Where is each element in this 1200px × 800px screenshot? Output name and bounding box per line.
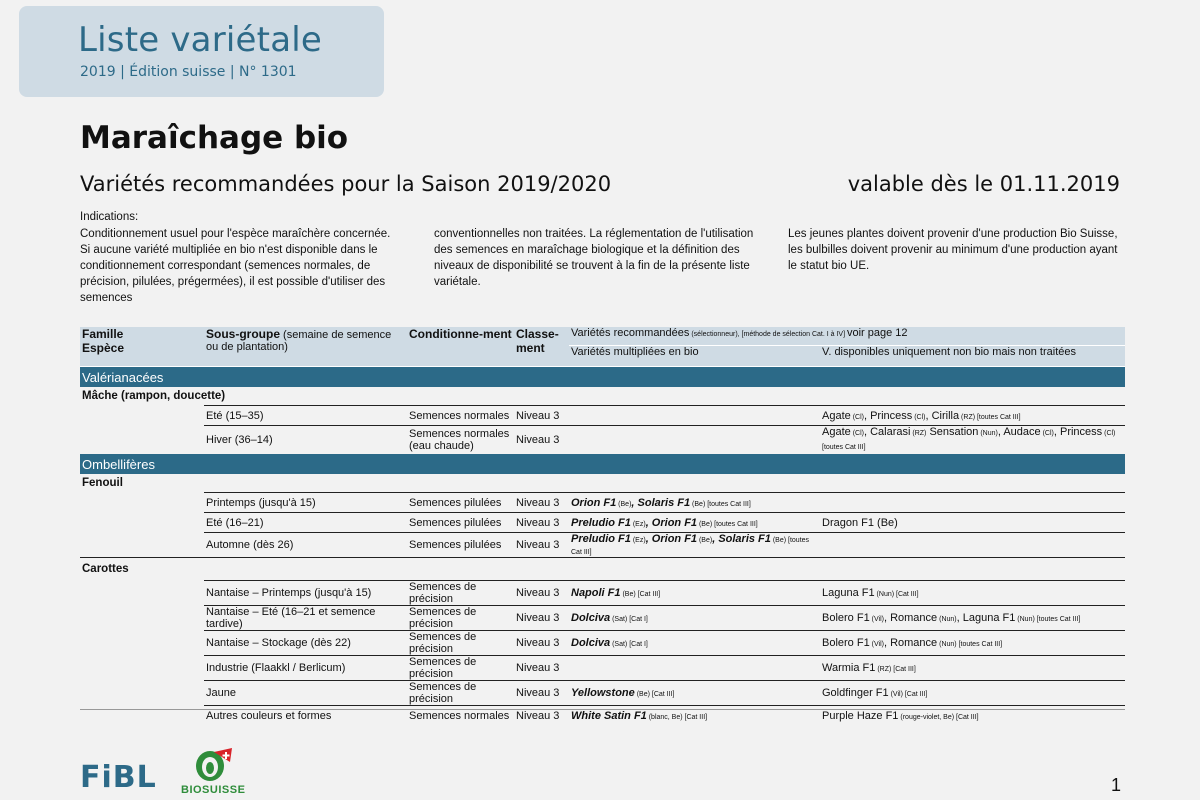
document-edition: 2019 | Édition suisse | N° 1301: [80, 64, 297, 80]
valid-date: valable dès le 01.11.2019: [847, 172, 1120, 196]
header-bio: Variétés multipliées en bio: [569, 346, 820, 367]
page-subtitle: Variétés recommandées pour la Saison 2019/2020: [80, 172, 612, 196]
section-row: Valérianacées: [80, 367, 1125, 388]
table-row: Nantaise – Stockage (dès 22) Semences de précision Niveau 3 Dolciva (Sat) [Cat I] Bolero F1 (Vil), Romance (Nun) [toutes Cat III]: [80, 631, 1125, 656]
title-box: [19, 6, 384, 97]
header-classement: Classe-ment: [514, 327, 569, 367]
species-row: Carottes: [80, 558, 1125, 581]
table-row: Industrie (Flaakkl / Berlicum) Semences de précision Niveau 3 Warmia F1 (RZ) [Cat III]: [80, 656, 1125, 681]
document-title: Liste variétale: [78, 20, 322, 60]
indications-col1: Conditionnement usuel pour l'espèce maraîchère concernée. Si aucune variété multipliée en bio n'est disponible dans le conditionnement correspondant (semences normales, de précision, pilulées, prégermées), il est possible d'utiliser des semences: [80, 228, 391, 304]
indications-col2: conventionnelles non traitées. La réglementation de l'utilisation des semences en maraîchage biologique et la définition des niveaux de disponibilité se trouvent à la fin de la présente liste variétale.: [434, 228, 754, 288]
species-row: Mâche (rampon, doucette): [82, 390, 226, 402]
header-varietes: Variétés recommandées (sélectionneur), [méthode de sélection Cat. I à IV] voir page 12: [569, 327, 1125, 346]
table-row: Jaune Semences de précision Niveau 3 Yellowstone (Be) [Cat III] Goldfinger F1 (Vil) [Cat III]: [80, 681, 1125, 706]
page-title: Maraîchage bio: [80, 120, 349, 156]
table-row: Automne (dès 26) Semences pilulées Niveau 3 Preludio F1 (Ez), Orion F1 (Be), Solaris F1 (Be) [toutes Cat III]: [80, 533, 1125, 558]
section-row: Ombellifères: [80, 454, 1125, 474]
table-row: Eté (16–21) Semences pilulées Niveau 3 Preludio F1 (Ez), Orion F1 (Be) [toutes Cat III] Dragon F1 (Be): [80, 513, 1125, 533]
species-row: Fenouil: [82, 477, 123, 489]
table-row: Hiver (36–14) Semences normales (eau chaude) Niveau 3 Agate (Cl), Calarasi (RZ) Sensation (Nun), Audace (Cl), Princess (Cl) [toutes Cat III]: [80, 426, 1125, 455]
indications-col3: Les jeunes plantes doivent provenir d'une production Bio Suisse, les bulbilles doivent provenir au minimum d'une production ayant le statut bio UE.: [788, 228, 1118, 272]
table-row: Nantaise – Eté (16–21 et semence tardive) Semences de précision Niveau 3 Dolciva (Sat) [Cat I] Bolero F1 (Vil), Romance (Nun), Laguna F1 (Nun) [toutes Cat III]: [80, 606, 1125, 631]
header-famille: Famille Espèce: [80, 327, 204, 367]
table-row: Nantaise – Printemps (jusqu'à 15) Semences de précision Niveau 3 Napoli F1 (Be) [Cat III] Laguna F1 (Nun) [Cat III]: [80, 581, 1125, 606]
table-end-line: [80, 709, 1125, 710]
table-row: Autres couleurs et formes Semences normales Niveau 3 White Satin F1 (blanc, Be) [Cat III] Purple Haze F1 (rouge-violet, Be) [Cat III]: [80, 706, 1125, 726]
table-row: Eté (15–35) Semences normales Niveau 3 Agate (Cl), Princess (Cl), Cirilla (RZ) [toutes Cat III]: [80, 406, 1125, 426]
table-row: Printemps (jusqu'à 15) Semences pilulées Niveau 3 Orion F1 (Be), Solaris F1 (Be) [toutes Cat III]: [80, 493, 1125, 513]
page-number: 1: [1111, 775, 1122, 795]
fibl-logo: FiBL: [80, 760, 157, 795]
header-conditionnement: Conditionne-ment: [407, 327, 514, 367]
header-sous-groupe: Sous-groupe (semaine de semence ou de plantation): [204, 327, 407, 367]
variety-table: [80, 327, 1125, 725]
header-nonbio: V. disponibles uniquement non bio mais non traitées: [820, 346, 1125, 367]
indications-label: Indications:: [80, 211, 139, 223]
biosuisse-logo: BIOSUISSE: [181, 784, 246, 796]
